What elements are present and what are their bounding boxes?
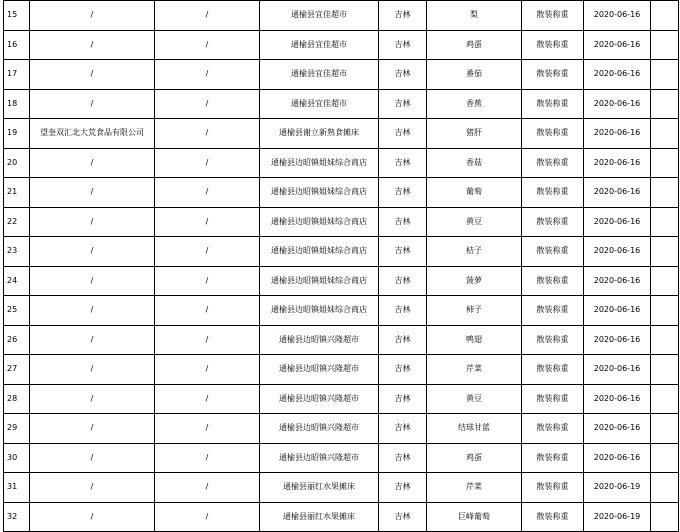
- production-date-cell: 2020-06-16: [584, 60, 651, 90]
- production-date-cell: 2020-06-16: [584, 325, 651, 355]
- production-date-cell: 2020-06-16: [584, 355, 651, 385]
- production-date-cell: 2020-06-16: [584, 1, 651, 31]
- producer-name-cell: /: [30, 237, 155, 267]
- specification-cell: 散装称重: [522, 266, 584, 296]
- producer-name-cell: /: [30, 1, 155, 31]
- seller-name-cell: 通榆县边昭镇兴隆超市: [260, 355, 379, 385]
- table-row: [4, 296, 679, 326]
- row-number-cell: 17: [4, 60, 30, 90]
- empty-cell: [651, 355, 679, 385]
- sample-name-cell: 菠萝: [427, 266, 522, 296]
- row-number-cell: 15: [4, 1, 30, 31]
- row-number-cell: 21: [4, 178, 30, 208]
- producer-name-cell: 望奎双汇北大荒食品有限公司: [30, 119, 155, 149]
- seller-name-cell: 通榆县宜佳超市: [260, 30, 379, 60]
- producer-name-cell: /: [30, 148, 155, 178]
- region-cell: 吉林: [379, 237, 427, 267]
- specification-cell: 散装称重: [522, 355, 584, 385]
- seller-name-cell: 通榆县边昭镇姐妹综合商店: [260, 148, 379, 178]
- row-number-cell: 26: [4, 325, 30, 355]
- production-date-cell: 2020-06-16: [584, 443, 651, 473]
- seller-name-cell: 通榆县丽红水果摊床: [260, 473, 379, 503]
- row-number-cell: 29: [4, 414, 30, 444]
- empty-cell: [651, 266, 679, 296]
- row-number-cell: 32: [4, 502, 30, 532]
- row-number-cell: 22: [4, 207, 30, 237]
- region-cell: 吉林: [379, 384, 427, 414]
- empty-cell: [651, 119, 679, 149]
- sample-name-cell: 黄豆: [427, 384, 522, 414]
- specification-cell: 散装称重: [522, 119, 584, 149]
- seller-name-cell: 通榆县边昭镇姐妹综合商店: [260, 266, 379, 296]
- sample-name-cell: 柿子: [427, 296, 522, 326]
- table-row: [4, 178, 679, 208]
- specification-cell: 散装称重: [522, 384, 584, 414]
- seller-name-cell: 通榆县边昭镇兴隆超市: [260, 325, 379, 355]
- production-date-cell: 2020-06-16: [584, 30, 651, 60]
- producer-name-cell: /: [30, 178, 155, 208]
- producer-name-cell: /: [30, 502, 155, 532]
- row-number-cell: 23: [4, 237, 30, 267]
- producer-name-cell: /: [30, 89, 155, 119]
- empty-cell: [651, 443, 679, 473]
- seller-name-cell: 通榆县宜佳超市: [260, 60, 379, 90]
- sample-name-cell: 猪肝: [427, 119, 522, 149]
- producer-address-cell: /: [155, 60, 260, 90]
- seller-name-cell: 通榆县边昭镇姐妹综合商店: [260, 178, 379, 208]
- producer-name-cell: /: [30, 414, 155, 444]
- table-row: [4, 1, 679, 31]
- production-date-cell: 2020-06-16: [584, 148, 651, 178]
- specification-cell: 散装称重: [522, 443, 584, 473]
- producer-address-cell: /: [155, 119, 260, 149]
- specification-cell: 散装称重: [522, 502, 584, 532]
- producer-address-cell: /: [155, 178, 260, 208]
- specification-cell: 散装称重: [522, 30, 584, 60]
- row-number-cell: 16: [4, 30, 30, 60]
- region-cell: 吉林: [379, 443, 427, 473]
- specification-cell: 散装称重: [522, 473, 584, 503]
- production-date-cell: 2020-06-16: [584, 414, 651, 444]
- empty-cell: [651, 296, 679, 326]
- region-cell: 吉林: [379, 148, 427, 178]
- row-number-cell: 31: [4, 473, 30, 503]
- production-date-cell: 2020-06-19: [584, 473, 651, 503]
- production-date-cell: 2020-06-16: [584, 237, 651, 267]
- producer-address-cell: /: [155, 148, 260, 178]
- region-cell: 吉林: [379, 207, 427, 237]
- producer-address-cell: /: [155, 30, 260, 60]
- specification-cell: 散装称重: [522, 1, 584, 31]
- region-cell: 吉林: [379, 89, 427, 119]
- row-number-cell: 20: [4, 148, 30, 178]
- empty-cell: [651, 473, 679, 503]
- region-cell: 吉林: [379, 325, 427, 355]
- region-cell: 吉林: [379, 30, 427, 60]
- row-number-cell: 24: [4, 266, 30, 296]
- sample-name-cell: 结球甘蓝: [427, 414, 522, 444]
- sample-name-cell: 巨峰葡萄: [427, 502, 522, 532]
- producer-address-cell: /: [155, 1, 260, 31]
- sample-name-cell: 桔子: [427, 237, 522, 267]
- region-cell: 吉林: [379, 60, 427, 90]
- empty-cell: [651, 178, 679, 208]
- producer-name-cell: /: [30, 296, 155, 326]
- production-date-cell: 2020-06-16: [584, 178, 651, 208]
- sample-name-cell: 香菇: [427, 148, 522, 178]
- sampling-results-table: [3, 0, 679, 532]
- specification-cell: 散装称重: [522, 325, 584, 355]
- specification-cell: 散装称重: [522, 60, 584, 90]
- producer-name-cell: /: [30, 443, 155, 473]
- region-cell: 吉林: [379, 1, 427, 31]
- producer-address-cell: /: [155, 355, 260, 385]
- seller-name-cell: 通榆县谢立新熟食摊床: [260, 119, 379, 149]
- table-row: [4, 60, 679, 90]
- producer-address-cell: /: [155, 502, 260, 532]
- specification-cell: 散装称重: [522, 414, 584, 444]
- table-row: [4, 414, 679, 444]
- seller-name-cell: 通榆县宜佳超市: [260, 89, 379, 119]
- sample-name-cell: 香蕉: [427, 89, 522, 119]
- row-number-cell: 18: [4, 89, 30, 119]
- table-row: [4, 119, 679, 149]
- sample-name-cell: 番茄: [427, 60, 522, 90]
- table-row: [4, 30, 679, 60]
- region-cell: 吉林: [379, 119, 427, 149]
- producer-name-cell: /: [30, 384, 155, 414]
- table-row: [4, 473, 679, 503]
- table-row: [4, 325, 679, 355]
- producer-address-cell: /: [155, 296, 260, 326]
- table-row: [4, 443, 679, 473]
- region-cell: 吉林: [379, 414, 427, 444]
- producer-name-cell: /: [30, 355, 155, 385]
- table-row: [4, 384, 679, 414]
- empty-cell: [651, 60, 679, 90]
- producer-address-cell: /: [155, 414, 260, 444]
- producer-address-cell: /: [155, 89, 260, 119]
- production-date-cell: 2020-06-16: [584, 296, 651, 326]
- seller-name-cell: 通榆县边昭镇兴隆超市: [260, 443, 379, 473]
- sample-name-cell: 黄豆: [427, 207, 522, 237]
- seller-name-cell: 通榆县边昭镇姐妹综合商店: [260, 296, 379, 326]
- row-number-cell: 27: [4, 355, 30, 385]
- producer-address-cell: /: [155, 266, 260, 296]
- seller-name-cell: 通榆县丽红水果摊床: [260, 502, 379, 532]
- producer-name-cell: /: [30, 60, 155, 90]
- producer-name-cell: /: [30, 207, 155, 237]
- specification-cell: 散装称重: [522, 89, 584, 119]
- table-row: [4, 148, 679, 178]
- production-date-cell: 2020-06-16: [584, 266, 651, 296]
- table-row: [4, 266, 679, 296]
- sample-name-cell: 鸡蛋: [427, 443, 522, 473]
- sample-name-cell: 鸭翅: [427, 325, 522, 355]
- table-row: [4, 207, 679, 237]
- region-cell: 吉林: [379, 296, 427, 326]
- producer-name-cell: /: [30, 325, 155, 355]
- producer-address-cell: /: [155, 325, 260, 355]
- seller-name-cell: 通榆县边昭镇姐妹综合商店: [260, 237, 379, 267]
- region-cell: 吉林: [379, 266, 427, 296]
- row-number-cell: 28: [4, 384, 30, 414]
- seller-name-cell: 通榆县边昭镇兴隆超市: [260, 384, 379, 414]
- row-number-cell: 19: [4, 119, 30, 149]
- production-date-cell: 2020-06-19: [584, 502, 651, 532]
- table-row: [4, 89, 679, 119]
- sample-name-cell: 芹菜: [427, 355, 522, 385]
- seller-name-cell: 通榆县边昭镇兴隆超市: [260, 414, 379, 444]
- producer-address-cell: /: [155, 443, 260, 473]
- empty-cell: [651, 148, 679, 178]
- producer-name-cell: /: [30, 266, 155, 296]
- producer-address-cell: /: [155, 473, 260, 503]
- producer-name-cell: /: [30, 30, 155, 60]
- region-cell: 吉林: [379, 502, 427, 532]
- production-date-cell: 2020-06-16: [584, 119, 651, 149]
- specification-cell: 散装称重: [522, 237, 584, 267]
- empty-cell: [651, 1, 679, 31]
- table-body: [4, 1, 679, 532]
- empty-cell: [651, 384, 679, 414]
- empty-cell: [651, 502, 679, 532]
- empty-cell: [651, 89, 679, 119]
- sample-name-cell: 梨: [427, 1, 522, 31]
- row-number-cell: 25: [4, 296, 30, 326]
- specification-cell: 散装称重: [522, 178, 584, 208]
- empty-cell: [651, 30, 679, 60]
- sample-name-cell: 鸡蛋: [427, 30, 522, 60]
- producer-address-cell: /: [155, 237, 260, 267]
- specification-cell: 散装称重: [522, 207, 584, 237]
- production-date-cell: 2020-06-16: [584, 384, 651, 414]
- region-cell: 吉林: [379, 355, 427, 385]
- production-date-cell: 2020-06-16: [584, 89, 651, 119]
- production-date-cell: 2020-06-16: [584, 207, 651, 237]
- empty-cell: [651, 237, 679, 267]
- region-cell: 吉林: [379, 473, 427, 503]
- empty-cell: [651, 414, 679, 444]
- table-row: [4, 237, 679, 267]
- sample-name-cell: 葡萄: [427, 178, 522, 208]
- producer-address-cell: /: [155, 207, 260, 237]
- specification-cell: 散装称重: [522, 296, 584, 326]
- region-cell: 吉林: [379, 178, 427, 208]
- row-number-cell: 30: [4, 443, 30, 473]
- seller-name-cell: 通榆县边昭镇姐妹综合商店: [260, 207, 379, 237]
- table-row: [4, 502, 679, 532]
- producer-name-cell: /: [30, 473, 155, 503]
- sample-name-cell: 芹菜: [427, 473, 522, 503]
- seller-name-cell: 通榆县宜佳超市: [260, 1, 379, 31]
- empty-cell: [651, 325, 679, 355]
- empty-cell: [651, 207, 679, 237]
- producer-address-cell: /: [155, 384, 260, 414]
- specification-cell: 散装称重: [522, 148, 584, 178]
- table-row: [4, 355, 679, 385]
